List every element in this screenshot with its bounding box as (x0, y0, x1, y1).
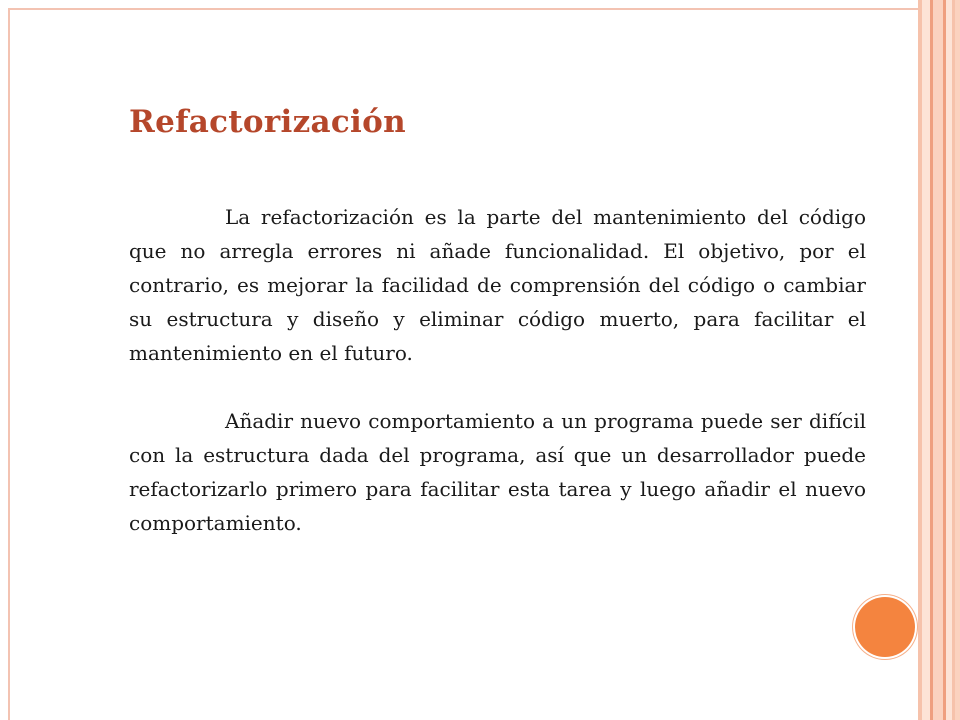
paragraph: La refactorización es la parte del mantenimiento del código que no arregla errores ni añade funcionalidad. El objetivo, por el contrario, es mejorar la facilidad de comprensión del código o cambiar su estructura y diseño y eliminar código muerto, para facilitar el mantenimiento en el futuro. (129, 205, 866, 365)
paragraph: Añadir nuevo comportamiento a un programa puede ser difícil con la estructura dada del programa, así que un desarrollador puede refactorizarlo primero para facilitar esta tarea y luego añadir el nuevo comportamiento. (129, 409, 866, 535)
slide-title: Refactorización (129, 104, 406, 140)
stripe (955, 0, 960, 720)
decorative-stripes (918, 0, 960, 720)
decorative-circle (855, 597, 915, 657)
slide-body (129, 200, 866, 574)
stripe (933, 0, 943, 720)
stripe (922, 0, 930, 720)
